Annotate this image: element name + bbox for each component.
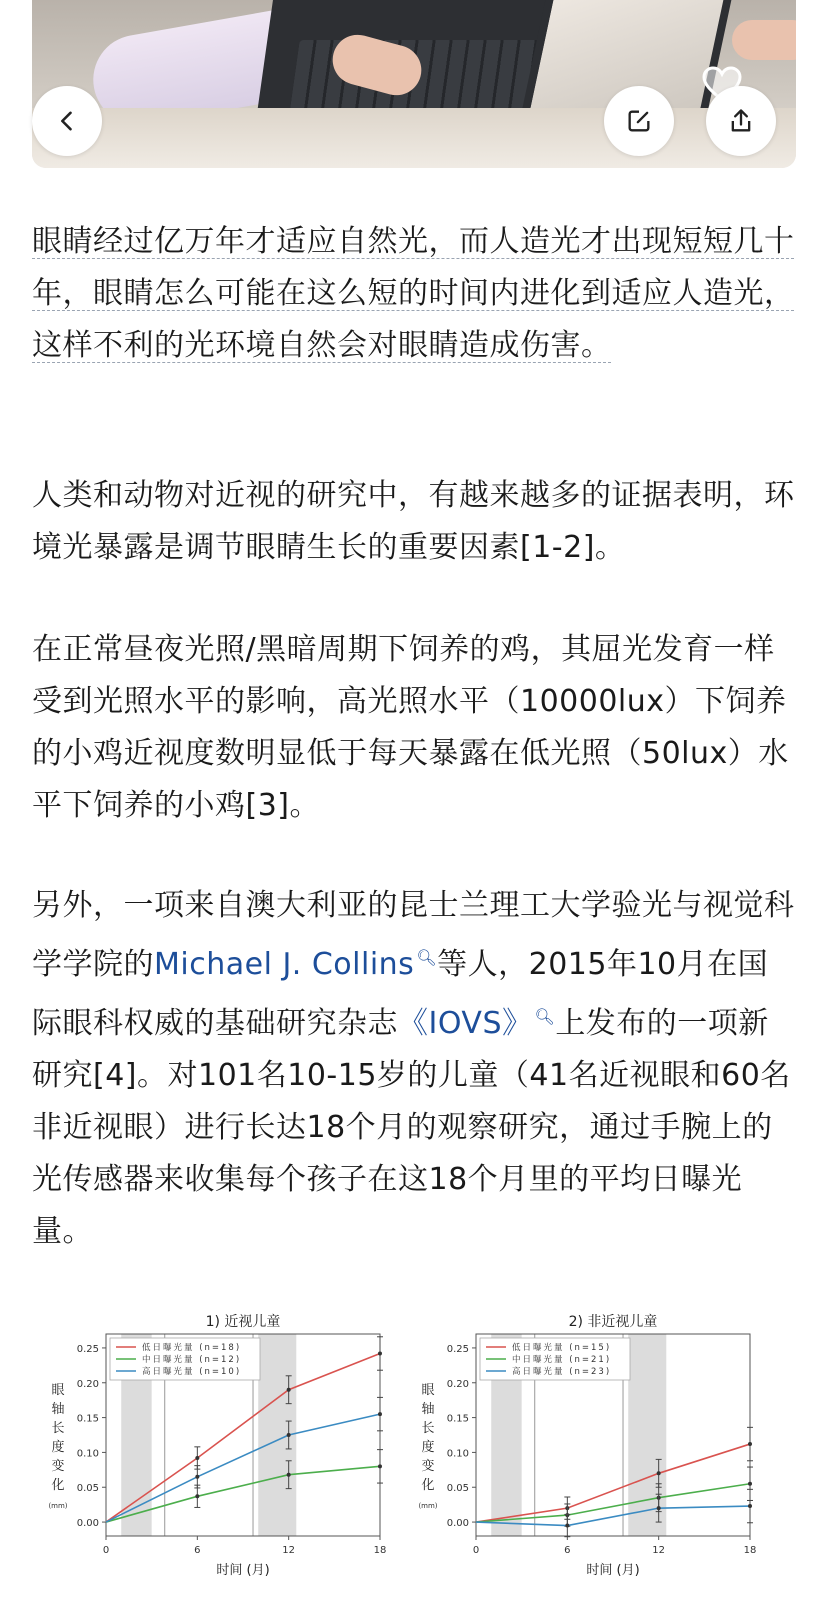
share-button[interactable] [706,86,776,156]
data-point [748,1442,752,1446]
paragraph-4-text-c: 上发布的一项新研究[4]。对101名10-15岁的儿童（41名近视眼和60名非近视眼）进行长达18个月的观察研究，通过手腕上的光传感器来收集每个孩子在这18个月里的平均日曝光量。 [32,1006,791,1249]
x-axis-label: 时间 (月) [216,1563,270,1578]
y-tick-label: 0.10 [446,1448,469,1460]
article-paragraph-2: 人类和动物对近视的研究中，有越来越多的证据表明，环境光暴露是调节眼睛生长的重要因素[1-2]。 [32,478,795,565]
legend-label: 中日曝光量 (n=21) [512,1355,612,1365]
x-axis-label: 时间 (月) [586,1563,640,1578]
y-tick-label: 0.15 [76,1413,99,1425]
x-tick-label: 12 [652,1545,666,1556]
y-tick-label: 0.15 [446,1413,469,1425]
legend-label: 高日曝光量 (n=10) [142,1367,242,1377]
y-tick-label: 0.20 [76,1378,99,1390]
data-point [287,1473,291,1477]
x-tick-label: 18 [373,1545,387,1556]
y-axis-label-char: 化 [51,1478,65,1493]
y-tick-label: 0.20 [446,1378,469,1390]
y-tick-label: 0.25 [446,1343,469,1355]
data-point [378,1412,382,1416]
x-tick-label: 0 [472,1545,480,1556]
legend-label: 中日曝光量 (n=12) [142,1355,242,1365]
y-axis-label-char: 轴 [421,1402,435,1417]
legend-label: 低日曝光量 (n=18) [142,1343,242,1353]
data-point [657,1506,661,1510]
y-tick-label: 0.00 [76,1518,99,1530]
chart-title: 1) 近视儿童 [205,1314,281,1330]
back-button[interactable] [32,86,102,156]
y-axis-label-char: 轴 [51,1402,65,1417]
y-axis-label-char: 度 [51,1440,65,1455]
chart-title: 2) 非近视儿童 [568,1314,658,1330]
y-tick-label: 0.05 [446,1483,469,1495]
data-point [657,1471,661,1475]
shaded-band [628,1334,666,1536]
x-tick-label: 18 [743,1545,757,1556]
data-point [287,1388,291,1392]
y-axis-label-char: 眼 [51,1383,65,1398]
hero-hand-right [732,20,796,60]
y-axis-unit: (mm) [418,1502,438,1510]
y-axis-label-char: 化 [421,1478,435,1493]
y-tick-label: 0.05 [76,1483,99,1495]
data-point [195,1494,199,1498]
article-hero-image [32,0,796,168]
journal-link[interactable]: 《IOVS》 [398,1006,533,1041]
edit-button[interactable] [604,86,674,156]
y-axis-label-char: 长 [421,1421,435,1436]
line-charts [40,1300,780,1610]
share-icon [727,107,755,135]
y-axis-label-char: 变 [51,1459,65,1474]
y-tick-label: 0.25 [76,1343,99,1355]
legend-label: 低日曝光量 (n=15) [512,1343,612,1353]
y-axis-label-char: 眼 [421,1383,435,1398]
data-point [748,1504,752,1508]
paragraph-4-text-b: 等人，2015年10月在国际眼科权威的基础研究杂志 [32,947,769,1041]
article-paragraph-3: 在正常昼夜光照/黑暗周期下饲养的鸡，其屈光发育一样受到光照水平的影响，高光照水平（10000lux）下饲养的小鸡近视度数明显低于每天暴露在低光照（50lux）水平下饲养的小鸡[3]。 [32,632,789,823]
y-axis-label-char: 变 [421,1459,435,1474]
data-point [195,1475,199,1479]
x-tick-label: 6 [564,1545,571,1556]
data-point [378,1464,382,1468]
search-icon[interactable]: 🔍︎ [534,1007,556,1026]
y-tick-label: 0.10 [76,1448,99,1460]
y-tick-label: 0.00 [446,1518,469,1530]
y-axis-label-char: 度 [421,1440,435,1455]
edit-square-icon [625,107,653,135]
data-point [378,1352,382,1356]
x-tick-label: 0 [102,1545,110,1556]
search-icon[interactable]: 🔍︎ [416,948,438,967]
x-tick-label: 12 [282,1545,296,1556]
data-point [195,1456,199,1460]
author-link[interactable]: Michael J. Collins [154,947,415,982]
legend-label: 高日曝光量 (n=23) [512,1367,612,1377]
chevron-left-icon [53,107,81,135]
x-tick-label: 6 [194,1545,201,1556]
y-axis-unit: (mm) [48,1502,68,1510]
research-figure [40,1300,780,1610]
data-point [287,1433,291,1437]
paragraph-1-text: 眼睛经过亿万年才适应自然光，而人造光才出现短短几十年，眼睛怎么可能在这么短的时间内进化到适应人造光，这样不利的光环境自然会对眼睛造成伤害。 [32,224,795,363]
article-paragraph-1 [32,216,798,372]
y-axis-label-char: 长 [51,1421,65,1436]
article-paragraph-4 [32,880,798,1258]
data-point [748,1482,752,1486]
data-point [565,1524,569,1528]
paragraph-4-text-a: 另外，一项来自澳大利亚的昆士兰理工大学验光与视觉科学学院的 [32,888,795,982]
hero-desk [32,108,796,168]
